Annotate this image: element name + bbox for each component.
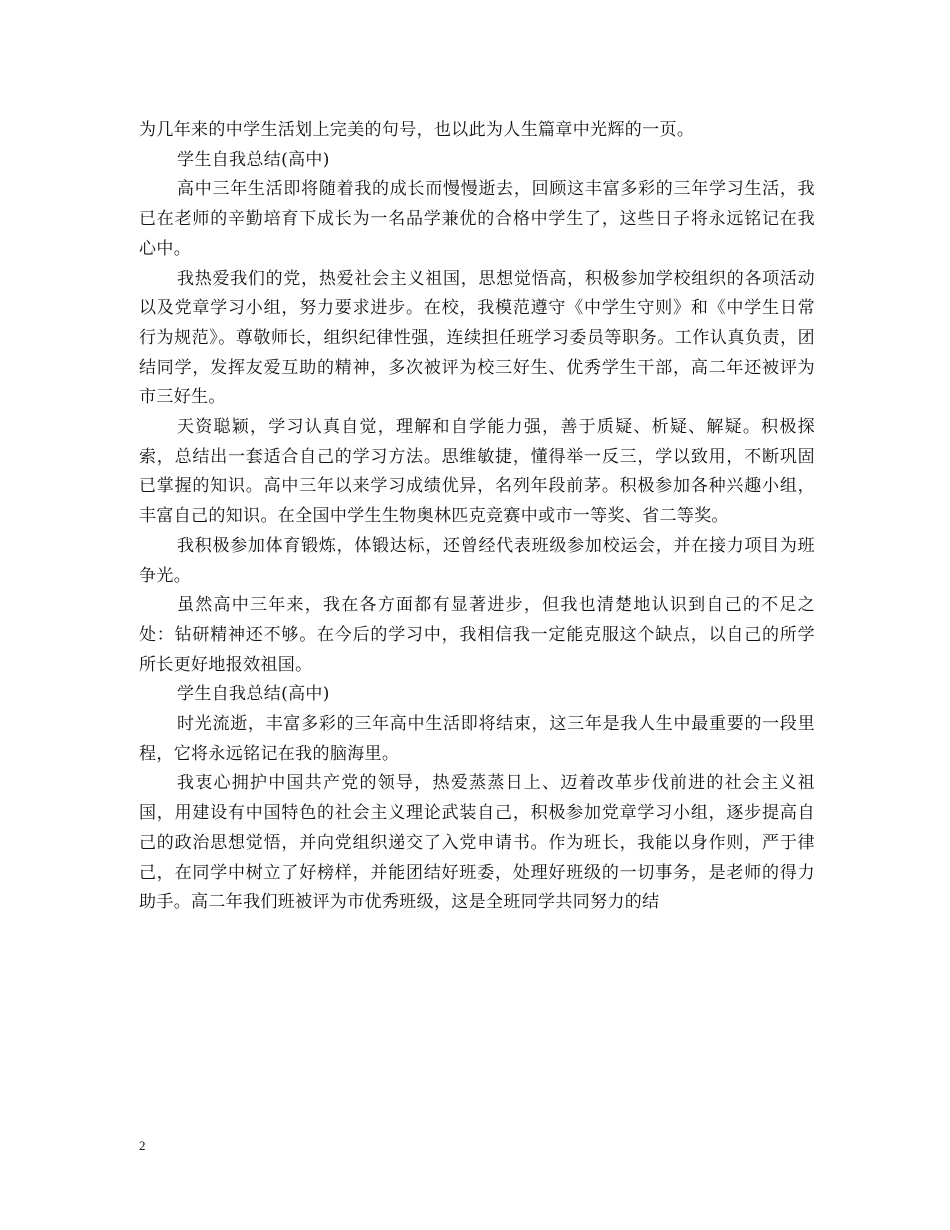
paragraph: 我衷心拥护中国共产党的领导，热爱蒸蒸日上、迈着改革步伐前进的社会主义祖国，用建设有中国特色的社会主义理论武装自己，积极参加党章学习小组，逐步提高自己的政治思想觉悟，并向党组织递交了入党申请书。作为班长，我能以身作则，严于律己，在同学中树立了好榜样，并能团结好班委，处理好班级的一切事务，是老师的得力助手。高二年我们班被评为市优秀班级，这是全班同学共同努力的结 (139, 773, 815, 913)
page-number: 2 (139, 1138, 146, 1153)
paragraph: 我积极参加体育锻炼，体锻达标，还曾经代表班级参加校运会，并在接力项目为班争光。 (139, 535, 815, 586)
document-body (139, 116, 815, 918)
paragraph: 天资聪颖，学习认真自觉，理解和自学能力强，善于质疑、析疑、解疑。积极探索，总结出一套适合自己的学习方法。思维敏捷，懂得举一反三，学以致用，不断巩固已掌握的知识。高中三年以来学习成绩优异，名列年段前茅。积极参加各种兴趣小组，丰富自己的知识。在全国中学生生物奥林匹克竞赛中或市一等奖、省二等奖。 (139, 417, 815, 527)
paragraph: 高中三年生活即将随着我的成长而慢慢逝去，回顾这丰富多彩的三年学习生活，我已在老师的辛勤培育下成长为一名品学兼优的合格中学生了，这些日子将永远铭记在我心中。 (139, 179, 815, 259)
paragraph: 我热爱我们的党，热爱社会主义祖国，思想觉悟高，积极参加学校组织的各项活动以及党章学习小组，努力要求进步。在校，我模范遵守《中学生守则》和《中学生日常行为规范》。尊敬师长，组织纪律性强，连续担任班学习委员等职务。工作认真负责，团结同学，发挥友爱互助的精神，多次被评为校三好生、优秀学生干部，高二年还被评为市三好生。 (139, 268, 815, 408)
paragraph-continuation: 为几年来的中学生活划上完美的句号，也以此为人生篇章中光辉的一页。 (139, 120, 695, 140)
paragraph: 虽然高中三年来，我在各方面都有显著进步，但我也清楚地认识到自己的不足之处：钻研精神还不够。在今后的学习中，我相信我一定能克服这个缺点，以自己的所学所长更好地报效祖国。 (139, 595, 815, 675)
paragraph: 时光流逝，丰富多彩的三年高中生活即将结束，这三年是我人生中最重要的一段里程，它将永远铭记在我的脑海里。 (139, 714, 815, 764)
section-heading: 学生自我总结(高中) (177, 149, 330, 170)
section-heading: 学生自我总结(高中) (177, 684, 330, 705)
